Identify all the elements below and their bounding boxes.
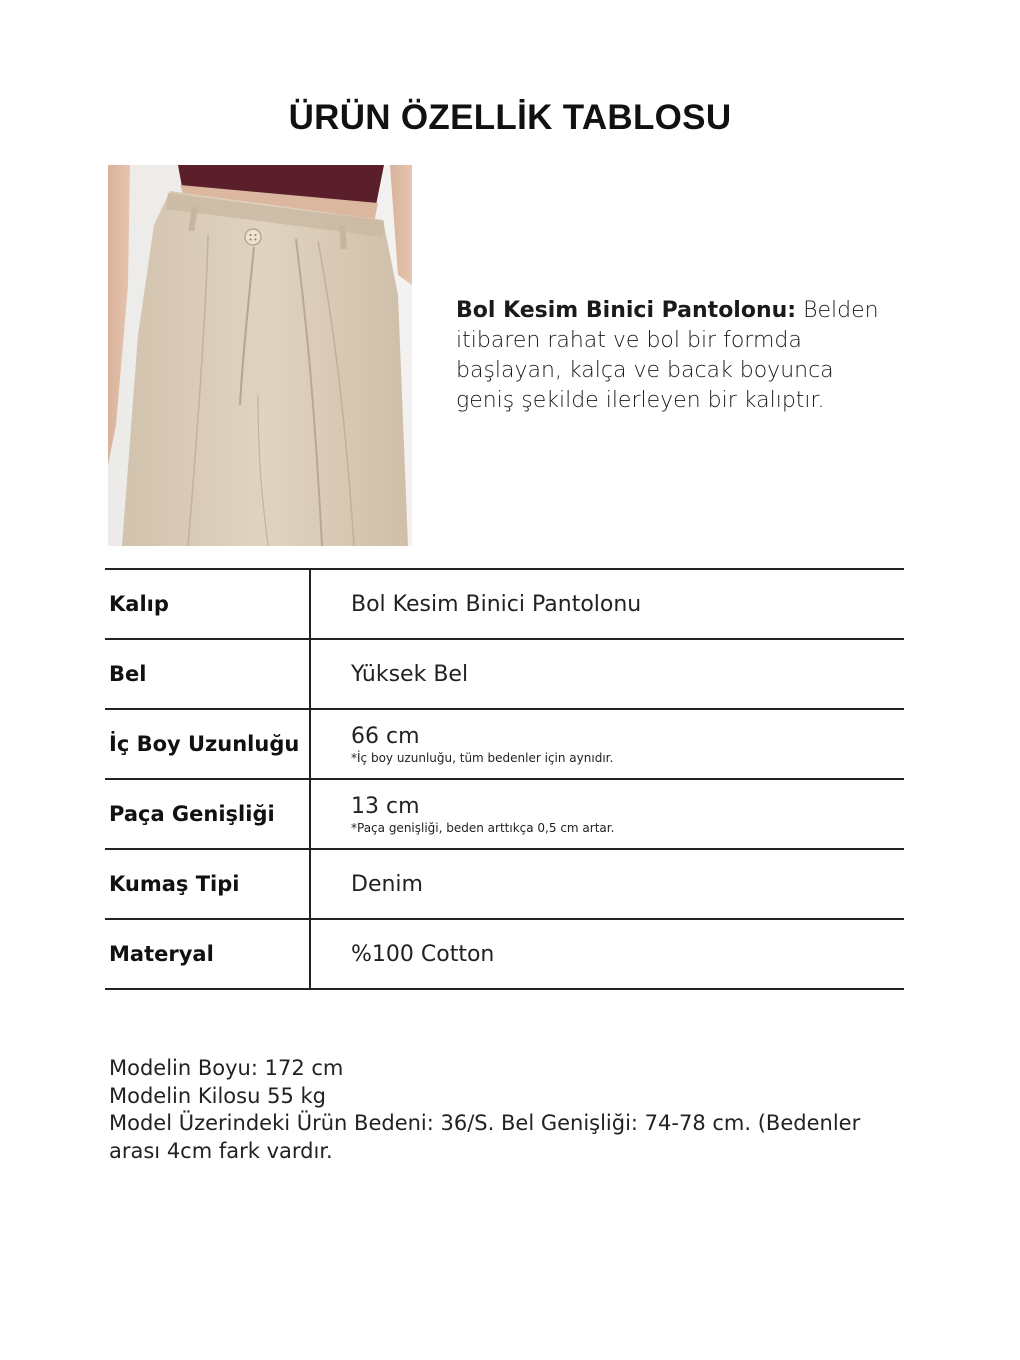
- spec-value-text: 66 cm: [351, 723, 420, 749]
- spec-value: [310, 779, 904, 849]
- product-photo: [108, 165, 412, 546]
- table-row: [105, 569, 904, 639]
- spec-value-text: 13 cm: [351, 793, 420, 819]
- description-title: Bol Kesim Binici Pantolonu:: [456, 298, 797, 323]
- spec-key: İç Boy Uzunluğu: [105, 709, 310, 779]
- table-row: [105, 779, 904, 849]
- spec-value-text: Bol Kesim Binici Pantolonu: [351, 591, 642, 617]
- spec-table: [105, 568, 904, 990]
- model-size: Model Üzerindeki Ürün Bedeni: 36/S. Bel Genişliği: 74-78 cm. (Bedenler: [109, 1111, 861, 1135]
- spec-value: [310, 919, 904, 989]
- description-text: Belden itibaren rahat ve bol bir formda başlayan, kalça ve bacak boyunca geniş şekilde ilerleyen bir kalıptır.: [456, 298, 879, 413]
- table-row: [105, 919, 904, 989]
- spec-note: *İç boy uzunluğu, tüm bedenler için aynıdır.: [351, 750, 614, 765]
- table-row: [105, 639, 904, 709]
- spec-value: [310, 569, 904, 639]
- spec-note: *Paça genişliği, beden arttıkça 0,5 cm artar.: [351, 820, 615, 835]
- table-row: [105, 849, 904, 919]
- spec-value-text: Denim: [351, 871, 423, 897]
- spec-key: Materyal: [105, 919, 310, 989]
- spec-value: [310, 639, 904, 709]
- model-weight: Modelin Kilosu 55 kg: [109, 1083, 326, 1108]
- page-title: ÜRÜN ÖZELLİK TABLOSU: [288, 98, 732, 137]
- model-size-note: arası 4cm fark vardır.: [109, 1138, 333, 1163]
- spec-key: Kumaş Tipi: [105, 849, 310, 919]
- spec-key: Paça Genişliği: [105, 779, 310, 849]
- model-height: Modelin Boyu: 172 cm: [109, 1056, 344, 1080]
- spec-value: [310, 709, 904, 779]
- spec-value: [310, 849, 904, 919]
- spec-value-text: Yüksek Bel: [351, 661, 469, 687]
- spec-key: Bel: [105, 639, 310, 709]
- spec-value-text: %100 Cotton: [351, 941, 495, 967]
- table-row: [105, 709, 904, 779]
- model-info: [109, 1055, 909, 1165]
- spec-key: Kalıp: [105, 569, 310, 639]
- product-description: [456, 296, 896, 416]
